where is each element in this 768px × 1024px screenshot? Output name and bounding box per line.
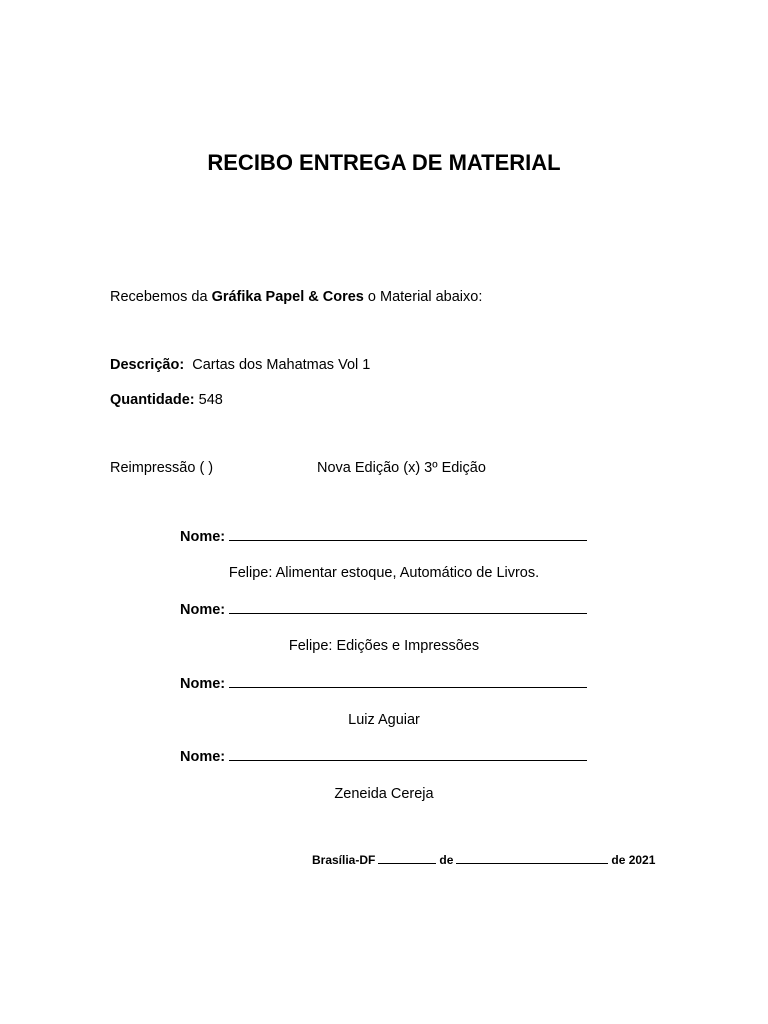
day-blank [378,853,436,864]
quantidade-line [110,392,223,408]
signature-name-4: Zeneida Cereja [334,786,434,802]
signature-label: Nome: [180,602,226,618]
signature-line-3 [180,675,587,692]
signature-name-1: Felipe: Alimentar estoque, Automático de Livros. [228,565,540,581]
intro-suffix: o Material abaixo: [363,289,483,305]
footer-de: de [439,853,454,867]
signature-label: Nome: [180,749,226,765]
reimpressao-option: Reimpressão ( ) [110,460,214,476]
month-blank [456,853,608,864]
signature-rule [229,675,587,688]
descricao-label: Descrição: [110,357,185,373]
signature-line-1 [180,528,587,545]
intro-prefix: Recebemos da [110,289,212,305]
signature-label: Nome: [180,676,226,692]
nova-edicao-option: Nova Edição (x) 3º Edição [317,460,486,476]
intro-line [110,289,482,305]
signature-label: Nome: [180,529,226,545]
signature-rule [229,748,587,761]
descricao-value: Cartas dos Mahatmas Vol 1 [192,357,371,373]
quantidade-value: 548 [198,392,223,408]
signature-line-4 [180,748,587,765]
signature-rule [229,528,587,541]
footer-city: Brasília-DF [312,853,376,867]
signature-rule [229,601,587,614]
date-line [312,853,655,867]
quantidade-label: Quantidade: [110,392,195,408]
signature-name-3: Luiz Aguiar [348,712,420,728]
document-title: RECIBO ENTREGA DE MATERIAL [207,150,561,175]
company-name: Gráfika Papel & Cores [211,289,364,305]
signature-line-2 [180,601,587,618]
footer-year: de 2021 [611,853,656,867]
signature-name-2: Felipe: Edições e Impressões [288,638,480,654]
descricao-line [110,357,370,373]
